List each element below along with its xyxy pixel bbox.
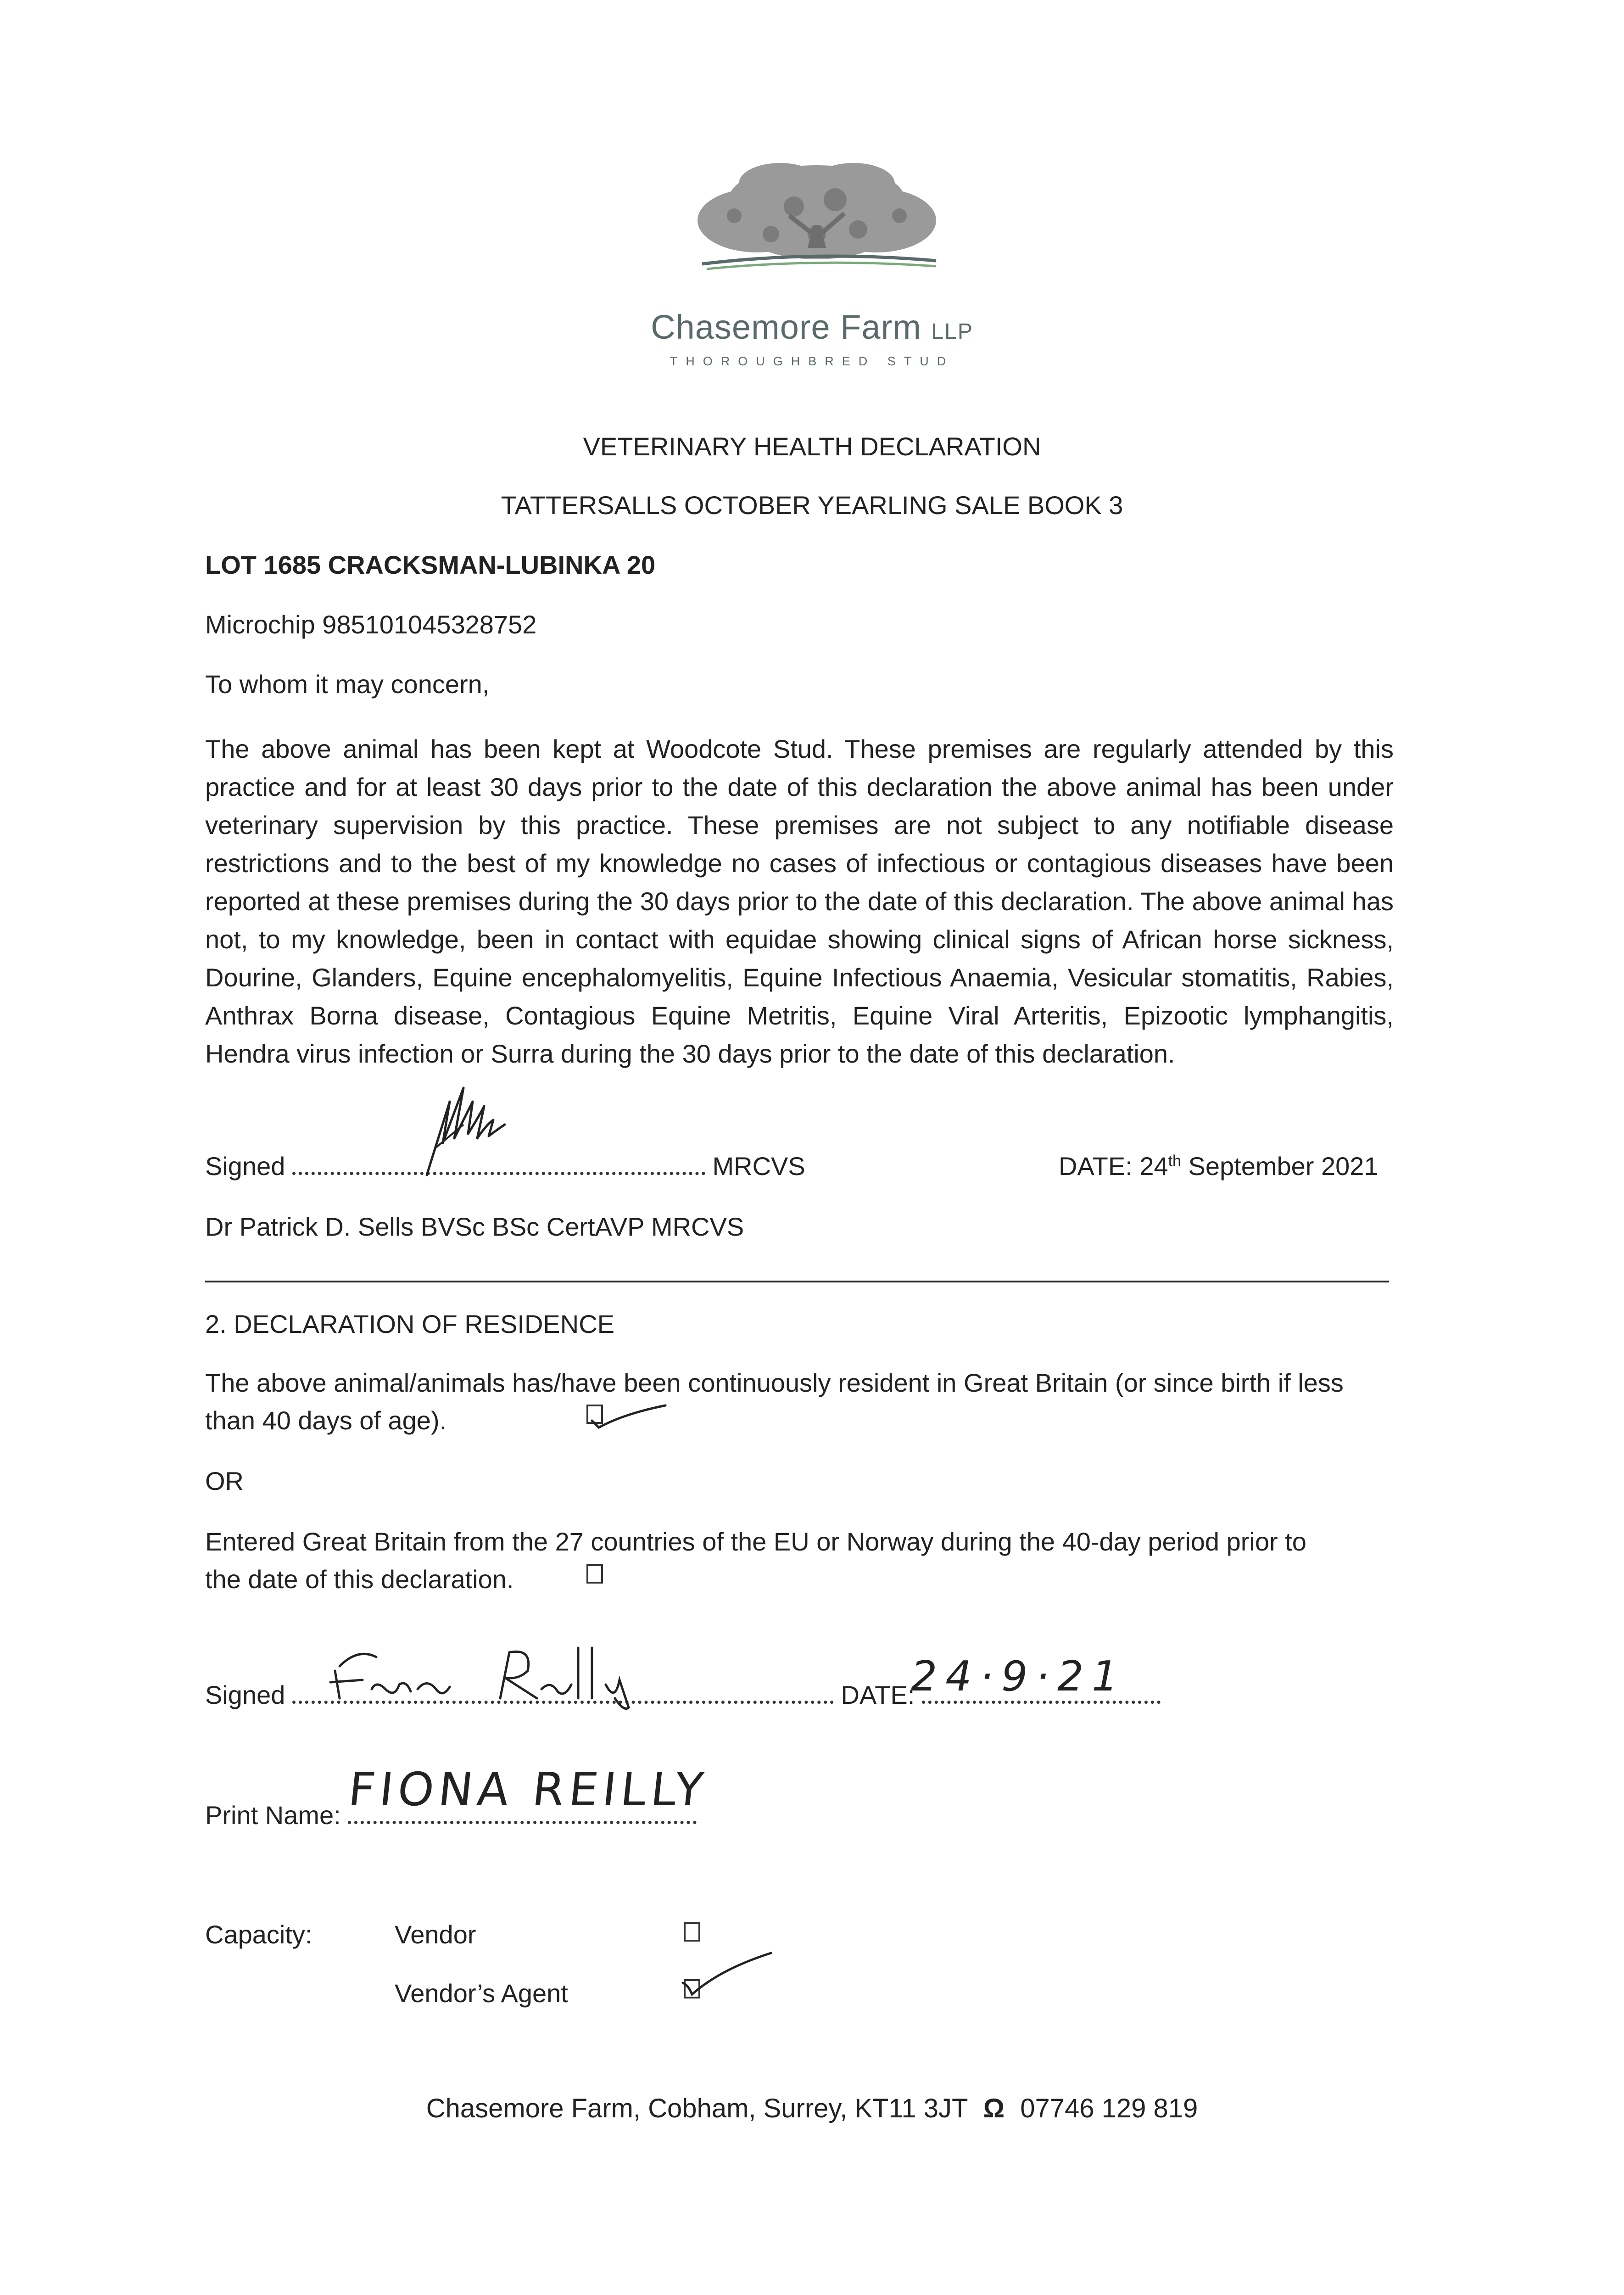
footer-address: Chasemore Farm, Cobham, Surrey, KT11 3JT — [426, 2093, 968, 2123]
capacity-option-agent: Vendor’s Agent — [395, 1979, 568, 2008]
vet-date — [1059, 1151, 1378, 1181]
owner-signed-label: Signed — [205, 1680, 285, 1709]
residence-heading: 2. DECLARATION OF RESIDENCE — [205, 1310, 615, 1338]
capacity-option-vendor: Vendor — [395, 1920, 476, 1949]
oak-tree-icon — [642, 156, 991, 303]
capacity-vendor-checkbox[interactable] — [684, 1922, 700, 1942]
print-name-dotted-line — [348, 1816, 697, 1824]
residence-option2-line1: Entered Great Britain from the 27 countries of the EU or Norway during the 40-day period prior to — [205, 1527, 1306, 1556]
vet-mrcvs-label: MRCVS — [712, 1152, 805, 1181]
company-tagline: THOROUGHBRED STUD — [670, 354, 954, 368]
phone-icon: Ω — [983, 2093, 1005, 2123]
document-title: VETERINARY HEALTH DECLARATION — [583, 432, 1041, 461]
section-divider — [205, 1281, 1389, 1282]
residence-option2-checkbox[interactable] — [586, 1564, 603, 1584]
vet-signature-image — [399, 1074, 519, 1180]
checkmark-icon — [679, 1946, 780, 2001]
checkmark-icon — [587, 1395, 670, 1432]
lot-line: LOT 1685 CRACKSMAN-LUBINKA 20 — [205, 550, 656, 579]
vet-signed-label: Signed — [205, 1152, 285, 1181]
handwritten-date: 24·9·21 — [911, 1652, 1127, 1701]
vet-date-suffix: th — [1168, 1152, 1181, 1170]
vet-date-rest: September 2021 — [1181, 1152, 1378, 1181]
residence-option2-line2: the date of this declaration. — [205, 1565, 514, 1594]
microchip-line: Microchip 985101045328752 — [205, 610, 537, 639]
footer — [0, 2093, 1624, 2124]
company-name-text: Chasemore Farm — [651, 308, 921, 346]
print-name-label: Print Name: — [205, 1801, 341, 1830]
company-suffix: LLP — [931, 319, 973, 344]
footer-phone: 07746 129 819 — [1020, 2093, 1198, 2123]
owner-date-label: DATE: — [841, 1680, 915, 1709]
owner-signature-image — [321, 1634, 702, 1712]
capacity-label: Capacity: — [205, 1920, 313, 1949]
vet-date-label: DATE: 24 — [1059, 1152, 1168, 1181]
residence-option1-line1: The above animal/animals has/have been continuously resident in Great Britain (or since birth if less — [205, 1368, 1344, 1397]
residence-option1-line2: than 40 days of age). — [205, 1406, 447, 1435]
declaration-body: The above animal has been kept at Woodcote Stud. These premises are regularly attended by this practice and for at least 30 days prior to the date of this declaration the above animal has been under veterinary supervision by this practice. These premises are not subject to any notifiable disease restrictions and to the best of my knowledge no cases of infectious or contagious diseases have been reported at these premises during the 30 days prior to the date of this declaration. The above animal has not, to my knowledge, been in contact with equidae showing clinical signs of African horse sickness, Dourine, Glanders, Equine encephalomyelitis, Equine Infectious Anaemia, Vesicular stomatitis, Rabies, Anthrax Borna disease, Contagious Equine Metritis, Equine Viral Arteritis, Epizootic lymphangitis, Hendra virus infection or Surra during the 30 days prior to the date of this declaration. — [205, 734, 1394, 1068]
vet-name: Dr Patrick D. Sells BVSc BSc CertAVP MRCVS — [205, 1212, 744, 1241]
handwritten-name: FIONA REILLY — [346, 1763, 711, 1816]
document-subtitle: TATTERSALLS OCTOBER YEARLING SALE BOOK 3 — [501, 491, 1123, 520]
salutation: To whom it may concern, — [205, 670, 490, 699]
company-name — [0, 308, 1624, 347]
or-label: OR — [205, 1467, 244, 1495]
